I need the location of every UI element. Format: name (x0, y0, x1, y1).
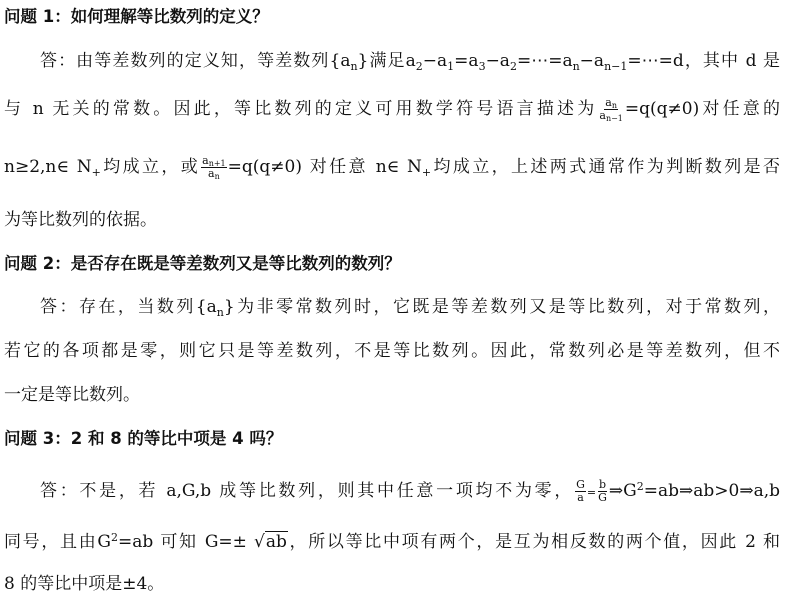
ratio-fraction: $\frac{a_n}{a_{n-1}}$ (599, 96, 623, 123)
ratio-fraction-next: $\frac{a_{n+1}}{a_n}$ (202, 154, 226, 181)
answer-1-line-4: 为等比数列的依据。 (4, 210, 157, 230)
geometric-mean-fraction-right: $\frac{b}{G}$ (598, 478, 607, 504)
answer-1-line-1: 答：由等差数列的定义知，等差数列$\{a_n\}$满足$a_2-a_1=a_3-a_2=\cdots=a_n-a_{n-1}=\cdots=d$，其中 d 是 (40, 51, 780, 73)
question-1-title: 问题 1：如何理解等比数列的定义？ (4, 7, 269, 26)
answer-3-line-2: 同号，且由$G^2=ab$ 可知 G=± √ab，所以等比中项有两个，是互为相反数的两个值，因此 2 和 (4, 529, 780, 555)
question-2-title: 问题 2：是否存在既是等差数列又是等比数列的数列？ (4, 254, 401, 273)
answer-2-line-1: 答：存在，当数列$\{a_n\}$为非零常数列时，它既是等差数列又是等比数列，对于常数列， (40, 297, 780, 319)
answer-3-line-3: 8 的等比中项是±4。 (4, 574, 165, 594)
answer-1-line-3: n≥2,n∈ $N_+$均成立，或 $\frac{a_{n+1}}{a_n}$ =q(q≠0) 对任意 n∈ $N_+$均成立，上述两式通常作为判断数列是否 (4, 154, 780, 181)
answer-3-line-1: 答：不是，若 a,G,b 成等比数列，则其中任意一项均不为零， $\frac{G}{a}$ = $\frac{b}{G}$ $\Rightarrow G^2=ab\Rightarrow ab>0\Rightarrow a,b$ (40, 478, 780, 504)
answer-2-line-2: 若它的各项都是零，则它只是等差数列，不是等比数列。因此，常数列必是等差数列，但不 (4, 341, 780, 361)
question-3-title: 问题 3：2 和 8 的等比中项是 4 吗？ (4, 429, 283, 448)
answer-1-line-2: 与 n 无关的常数。因此，等比数列的定义可用数学符号语言描述为 $\frac{a_n}{a_{n-1}}$ =q(q≠0)对任意的 (4, 96, 780, 123)
geometric-mean-fraction-left: $\frac{G}{a}$ (576, 478, 585, 504)
answer-2-line-3: 一定是等比数列。 (4, 385, 140, 405)
square-root: √ab (253, 532, 287, 552)
